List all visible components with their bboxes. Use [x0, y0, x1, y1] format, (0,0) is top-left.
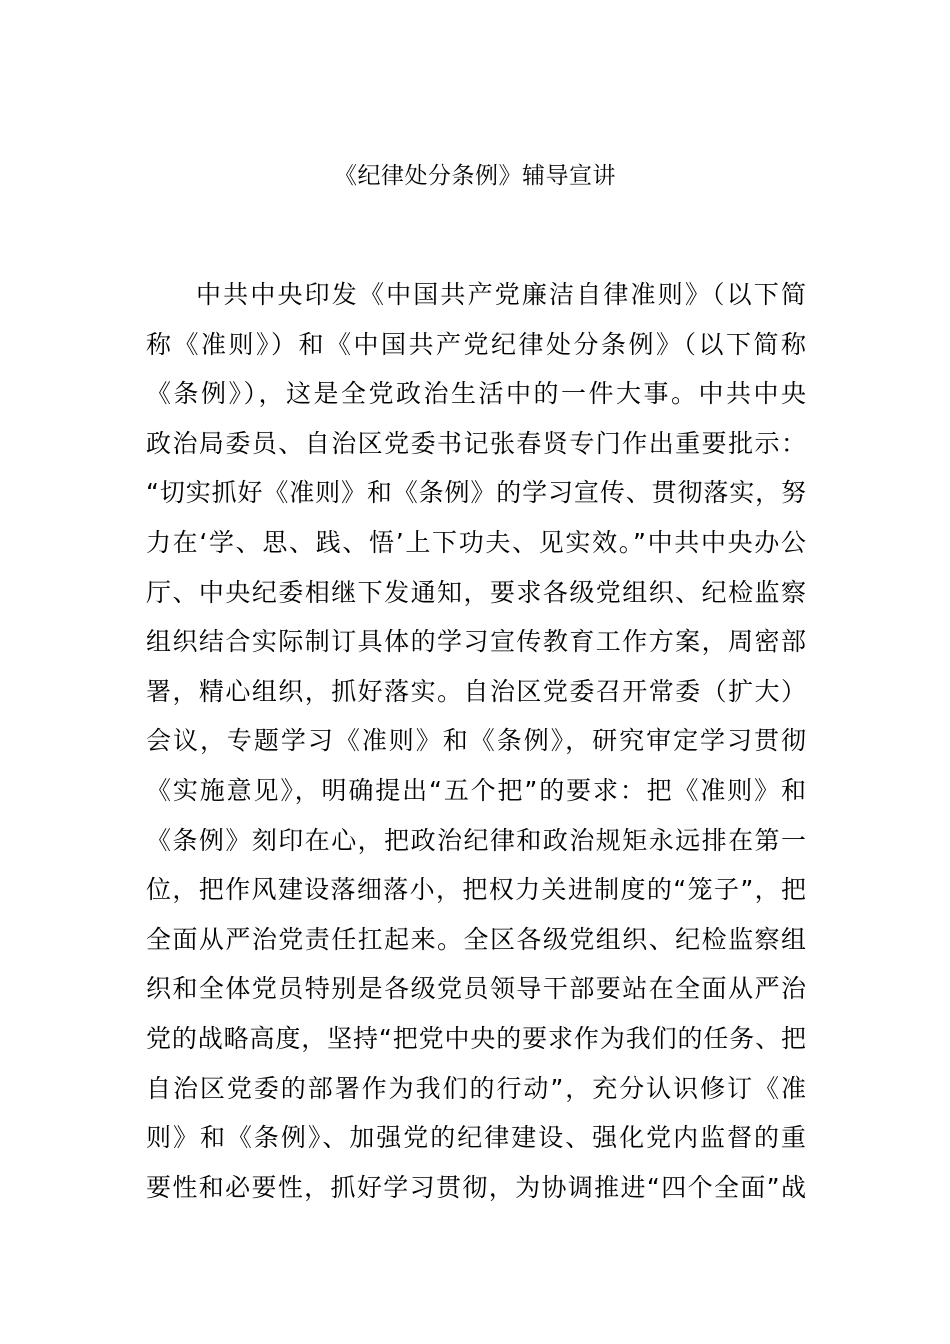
- paragraph-line: 《条例》刻印在心，把政治纪律和政治规矩永远排在第一: [146, 825, 806, 855]
- document-title: 《纪律处分条例》辅导宣讲: [334, 163, 616, 189]
- paragraph-line: 会议，专题学习《准则》和《条例》，研究审定学习贯彻: [146, 726, 806, 756]
- paragraph-line: 力在‘学、思、践、悟’上下功夫、见实效。”中共中央办公: [146, 527, 806, 557]
- paragraph-line: 中共中央印发《中国共产党廉洁自律准则》（以下简: [196, 280, 806, 309]
- paragraph-line: 则》和《条例》、加强党的纪律建设、强化党内监督的重: [146, 1123, 806, 1153]
- paragraph-line: 《条例》），这是全党政治生活中的一件大事。中共中央: [146, 379, 806, 409]
- paragraph-line: 称《准则》）和《中国共产党纪律处分条例》（以下简称: [146, 329, 806, 359]
- paragraph-line: 政治局委员、自治区党委书记张春贤专门作出重要批示：: [146, 428, 806, 458]
- paragraph-line: “切实抓好《准则》和《条例》的学习宣传、贯彻落实，努: [146, 478, 806, 508]
- paragraph-line: 署，精心组织，抓好落实。自治区党委召开常委（扩大）: [146, 676, 806, 706]
- paragraph-line: 全面从严治党责任扛起来。全区各级党组织、纪检监察组: [146, 924, 806, 954]
- paragraph-line: 自治区党委的部署作为我们的行动”，充分认识修订《准: [146, 1073, 806, 1103]
- paragraph-line: 党的战略高度，坚持“把党中央的要求作为我们的任务、把: [146, 1023, 806, 1053]
- paragraph-line: 厅、中央纪委相继下发通知，要求各级党组织、纪检监察: [146, 577, 806, 607]
- paragraph-line: 织和全体党员特别是各级党员领导干部要站在全面从严治: [146, 974, 806, 1004]
- paragraph-line: 要性和必要性，抓好学习贯彻，为协调推进“四个全面”战: [146, 1172, 806, 1202]
- paragraph-line: 《实施意见》，明确提出“五个把”的要求：把《准则》和: [146, 775, 806, 805]
- paragraph-line: 位，把作风建设落细落小，把权力关进制度的“笼子”，把: [146, 875, 806, 905]
- paragraph-line: 组织结合实际制订具体的学习宣传教育工作方案，周密部: [146, 627, 806, 657]
- body-paragraph: [146, 275, 806, 1217]
